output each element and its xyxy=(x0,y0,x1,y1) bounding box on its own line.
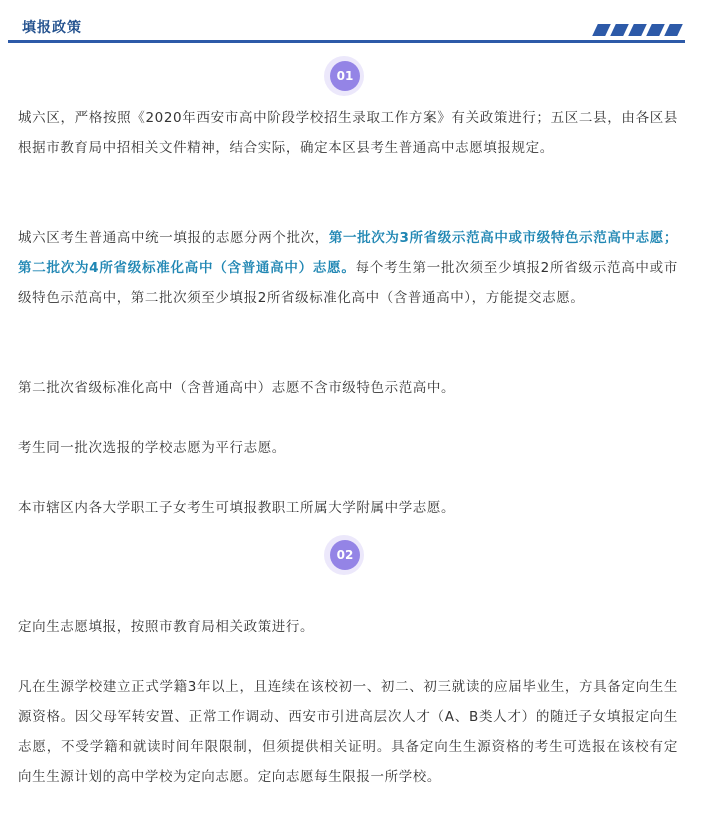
stripe xyxy=(610,24,629,36)
stripe xyxy=(664,24,683,36)
paragraph-text: 城六区考生普通高中统一填报的志愿分两个批次， xyxy=(18,230,329,246)
paragraph xyxy=(18,223,678,313)
paragraph: 城六区，严格按照《2020年西安市高中阶段学校招生录取工作方案》有关政策进行；五区二县，由各区县根据市教育局中招相关文件精神，结合实际，确定本区县考生普通高中志愿填报规定。 xyxy=(18,110,678,156)
stripe xyxy=(628,24,647,36)
badge-number: 01 xyxy=(336,69,354,83)
header-underline xyxy=(8,40,685,43)
stripe xyxy=(646,24,665,36)
highlighted-text: 第一批次为3所省级示范高中或市级特色示范高中志愿；第二批次为4所省级标准化高中（含普通高中）志愿。 xyxy=(18,230,678,276)
paragraph: 定向生志愿填报，按照市教育局相关政策进行。 xyxy=(18,619,315,635)
section-header xyxy=(8,10,685,44)
badge-number: 02 xyxy=(336,548,354,562)
section-badge-02 xyxy=(324,535,364,575)
paragraph: 凡在生源学校建立正式学籍3年以上，且连续在该校初一、初二、初三就读的应届毕业生，方具备定向生生源资格。因父母军转安置、正常工作调动、西安市引进高层次人才（A、B类人才）的随迁子女填报定向生志愿，不受学籍和就读时间年限限制，但须提供相关证明。具备定向生生源资格的考生可选报在该校有定向生生源计划的高中学校为定向志愿。定向志愿每生限报一所学校。 xyxy=(18,679,678,785)
paragraph: 本市辖区内各大学职工子女考生可填报教职工所属大学附属中学志愿。 xyxy=(18,500,456,516)
paragraph: 第二批次省级标准化高中（含普通高中）志愿不含市级特色示范高中。 xyxy=(18,380,456,396)
paragraph: 考生同一批次选报的学校志愿为平行志愿。 xyxy=(18,440,286,456)
header-stripes-decoration xyxy=(595,24,683,36)
header-title: 填报政策 xyxy=(22,20,82,36)
section-badge-01 xyxy=(324,56,364,96)
paragraph-text: 每个考生第一批次须至少填报2所省级示范高中或市级特色示范高中，第二批次须至少填报2所省级标准化高中（含普通高中），方能提交志愿。 xyxy=(18,260,679,306)
stripe xyxy=(592,24,611,36)
